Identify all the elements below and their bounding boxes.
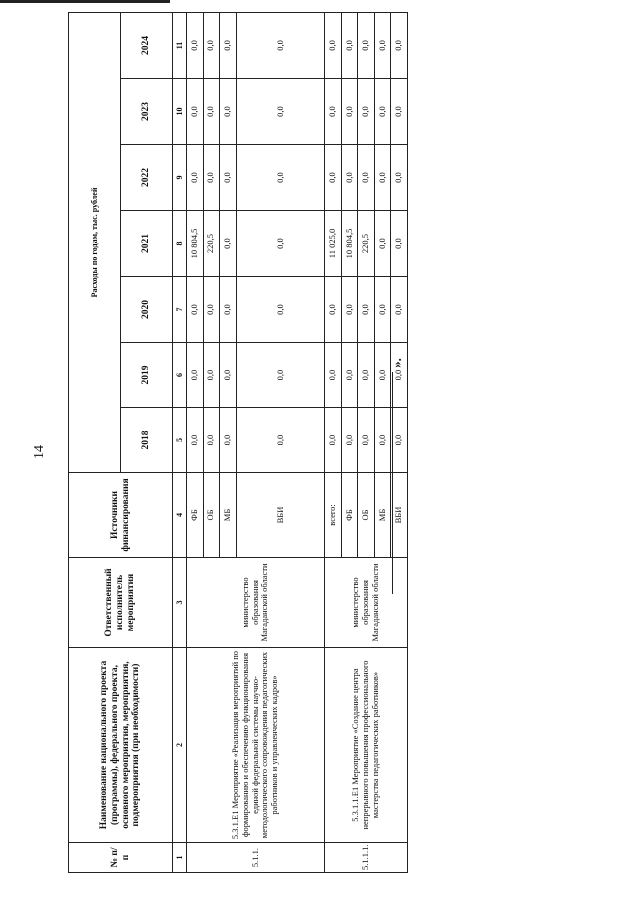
funding-source: МБ bbox=[374, 473, 391, 558]
expense-value-2021: 10 804,5 bbox=[187, 211, 204, 277]
expense-value-2020: 0,0 bbox=[220, 277, 237, 343]
expense-value-2023: 0,0 bbox=[187, 79, 204, 145]
header-expenses: Расходы по годам, тыс. рублей bbox=[69, 12, 121, 472]
funding-source: ВБИ bbox=[391, 473, 408, 558]
expense-value-2022: 0,0 bbox=[391, 145, 408, 211]
rotated-table-container bbox=[68, 13, 408, 873]
page-number: 14 bbox=[32, 445, 47, 459]
column-number-1: 1 bbox=[173, 843, 187, 873]
expense-value-2022: 0,0 bbox=[203, 145, 220, 211]
table-body bbox=[187, 12, 408, 872]
expense-value-2023: 0,0 bbox=[341, 79, 358, 145]
expense-value-2022: 0,0 bbox=[187, 145, 204, 211]
column-number-9: 9 bbox=[173, 145, 187, 211]
funding-source: ОБ bbox=[203, 473, 220, 558]
expense-value-2022: 0,0 bbox=[325, 145, 342, 211]
expense-value-2021: 220,5 bbox=[358, 211, 375, 277]
column-number-10: 10 bbox=[173, 79, 187, 145]
expense-value-2022: 0,0 bbox=[374, 145, 391, 211]
expense-value-2018: 0,0 bbox=[220, 408, 237, 473]
expense-value-2024: 0,0 bbox=[220, 12, 237, 78]
expense-value-2018: 0,0 bbox=[391, 408, 408, 473]
expense-value-2023: 0,0 bbox=[325, 79, 342, 145]
table-row bbox=[325, 12, 342, 872]
expense-value-2019: 0,0 bbox=[325, 343, 342, 408]
column-numbers-row bbox=[173, 12, 187, 872]
expense-value-2022: 0,0 bbox=[236, 145, 324, 211]
expense-value-2019: 0,0 bbox=[220, 343, 237, 408]
column-number-8: 8 bbox=[173, 211, 187, 277]
expense-value-2024: 0,0 bbox=[391, 12, 408, 78]
year-header-2020: 2020 bbox=[121, 277, 173, 343]
table-row bbox=[187, 12, 204, 872]
expense-value-2020: 0,0 bbox=[236, 277, 324, 343]
year-header-2018: 2018 bbox=[121, 408, 173, 473]
expenses-table bbox=[68, 12, 408, 873]
expense-value-2023: 0,0 bbox=[220, 79, 237, 145]
funding-source: ФБ bbox=[187, 473, 204, 558]
expense-value-2020: 0,0 bbox=[391, 277, 408, 343]
expense-value-2019: 0,0 bbox=[236, 343, 324, 408]
expense-value-2024: 0,0 bbox=[187, 12, 204, 78]
expense-value-2020: 0,0 bbox=[325, 277, 342, 343]
expense-value-2022: 0,0 bbox=[358, 145, 375, 211]
column-number-4: 4 bbox=[173, 473, 187, 558]
year-header-2023: 2023 bbox=[121, 79, 173, 145]
expense-value-2021: 0,0 bbox=[236, 211, 324, 277]
expense-value-2021: 11 025,0 bbox=[325, 211, 342, 277]
year-header-2021: 2021 bbox=[121, 211, 173, 277]
measure-name: 5.3.1.Е1 Мероприятие «Реализация мероприятий по формированию и обеспечению функционирования единой федеральной системы научно-методологического сопровождения педагогических работников и управленческих кадров» bbox=[187, 648, 325, 843]
expense-value-2018: 0,0 bbox=[325, 408, 342, 473]
column-number-6: 6 bbox=[173, 343, 187, 408]
expense-value-2021: 10 804,5 bbox=[341, 211, 358, 277]
expense-value-2019: 0,0 bbox=[358, 343, 375, 408]
expense-value-2019: 0,0 bbox=[203, 343, 220, 408]
expense-value-2019: 0,0 bbox=[341, 343, 358, 408]
funding-source: МБ bbox=[220, 473, 237, 558]
expense-value-2023: 0,0 bbox=[236, 79, 324, 145]
expense-value-2020: 0,0 bbox=[358, 277, 375, 343]
header-sources: Источники финансирования bbox=[69, 473, 173, 558]
expense-value-2019: 0,0 bbox=[187, 343, 204, 408]
expense-value-2021: 0,0 bbox=[220, 211, 237, 277]
expense-value-2022: 0,0 bbox=[341, 145, 358, 211]
expense-value-2023: 0,0 bbox=[358, 79, 375, 145]
funding-source: ОБ bbox=[358, 473, 375, 558]
expense-value-2018: 0,0 bbox=[358, 408, 375, 473]
column-number-11: 11 bbox=[173, 12, 187, 78]
expense-value-2019: 0,0 bbox=[391, 343, 408, 408]
column-number-2: 2 bbox=[173, 648, 187, 843]
expense-value-2020: 0,0 bbox=[341, 277, 358, 343]
expense-value-2024: 0,0 bbox=[374, 12, 391, 78]
expense-value-2018: 0,0 bbox=[187, 408, 204, 473]
expense-value-2018: 0,0 bbox=[374, 408, 391, 473]
funding-source: ФБ bbox=[341, 473, 358, 558]
measure-name: 5.3.1.1.Е1 Мероприятие «Создание центра непрерывного повышения профессионального мастерства педагогических работников» bbox=[325, 648, 408, 843]
expense-value-2024: 0,0 bbox=[236, 12, 324, 78]
end-mark: ». bbox=[388, 358, 404, 368]
expense-value-2019: 0,0 bbox=[374, 343, 391, 408]
year-header-2024: 2024 bbox=[121, 12, 173, 78]
responsible-executor: министерство образования Магаданской области bbox=[187, 558, 325, 648]
expense-value-2023: 0,0 bbox=[391, 79, 408, 145]
funding-source: всего: bbox=[325, 473, 342, 558]
funding-source: ВБИ bbox=[236, 473, 324, 558]
expense-value-2018: 0,0 bbox=[203, 408, 220, 473]
header-executor: Ответственный исполнитель мероприятия bbox=[69, 558, 173, 648]
expense-value-2021: 220,5 bbox=[203, 211, 220, 277]
expense-value-2024: 0,0 bbox=[203, 12, 220, 78]
expense-value-2022: 0,0 bbox=[220, 145, 237, 211]
expense-value-2023: 0,0 bbox=[203, 79, 220, 145]
column-number-5: 5 bbox=[173, 408, 187, 473]
year-header-2022: 2022 bbox=[121, 145, 173, 211]
column-number-7: 7 bbox=[173, 277, 187, 343]
expense-value-2023: 0,0 bbox=[374, 79, 391, 145]
top-rule bbox=[0, 0, 170, 3]
expense-value-2021: 0,0 bbox=[374, 211, 391, 277]
expense-value-2024: 0,0 bbox=[341, 12, 358, 78]
expense-value-2018: 0,0 bbox=[236, 408, 324, 473]
expense-value-2020: 0,0 bbox=[203, 277, 220, 343]
expense-value-2020: 0,0 bbox=[187, 277, 204, 343]
header-name: Наименование национального проекта (программы), федерального проекта, основного мероприятия, мероприятия, подмероприятия (при необходимости) bbox=[69, 648, 173, 843]
expense-value-2021: 0,0 bbox=[391, 211, 408, 277]
responsible-executor: министерство образования Магаданской области bbox=[325, 558, 408, 648]
expense-value-2024: 0,0 bbox=[325, 12, 342, 78]
header-num: № п/п bbox=[69, 843, 173, 873]
column-number-3: 3 bbox=[173, 558, 187, 648]
row-number: 5.1.1. bbox=[187, 843, 325, 873]
year-header-2019: 2019 bbox=[121, 343, 173, 408]
expense-value-2024: 0,0 bbox=[358, 12, 375, 78]
expense-value-2018: 0,0 bbox=[341, 408, 358, 473]
row-number: 5.1.1.1. bbox=[325, 843, 408, 873]
expense-value-2020: 0,0 bbox=[374, 277, 391, 343]
